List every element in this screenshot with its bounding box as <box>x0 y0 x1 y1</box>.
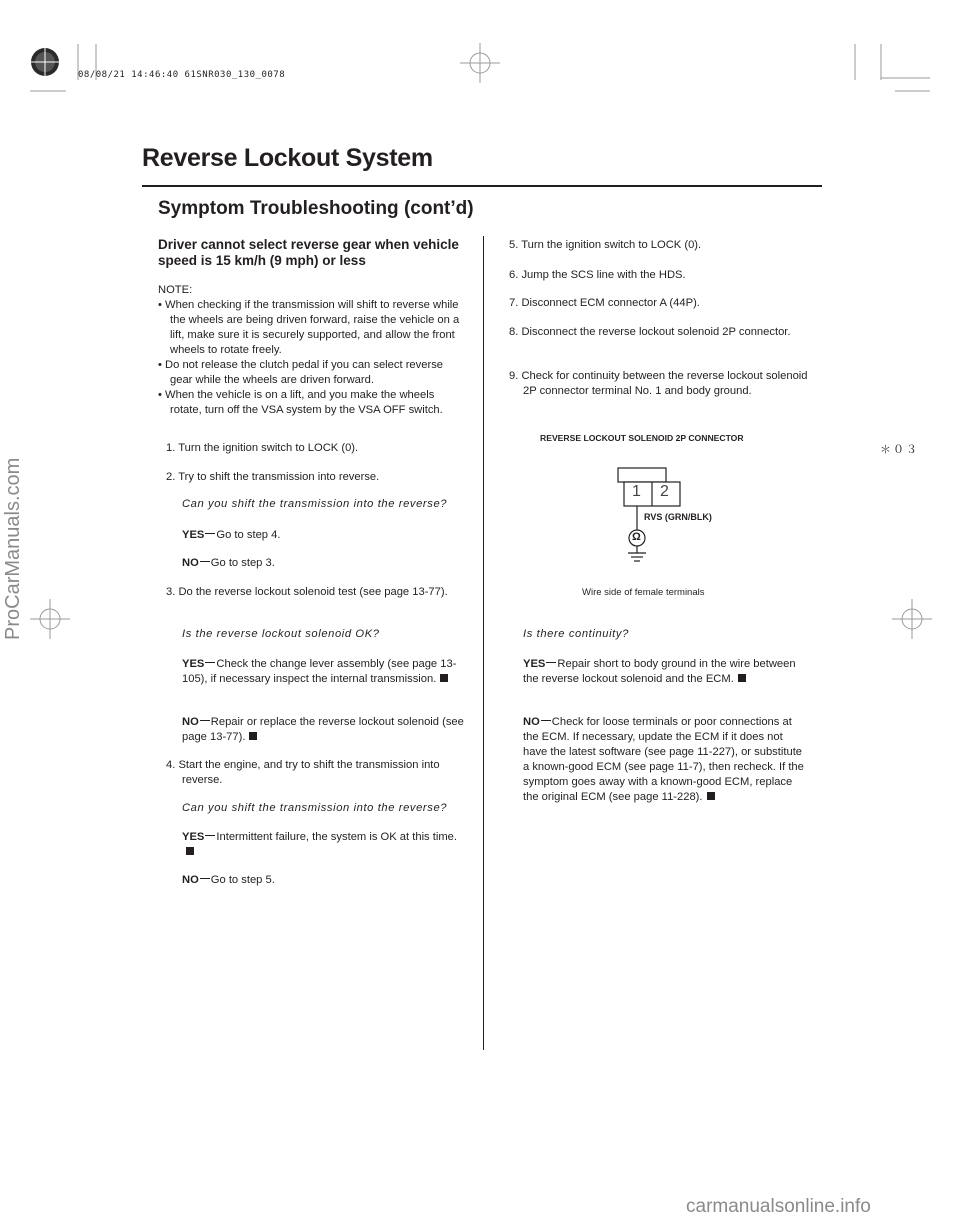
question-1: Can you shift the transmission into the reverse? <box>182 498 448 510</box>
question-4: Is there continuity? <box>523 628 629 640</box>
answer-yes-2: YES Check the change lever assembly (see page 13-105), if necessary inspect the internal transmission. <box>182 658 457 685</box>
step-7: 7. Disconnect ECM connector A (44P). <box>509 297 700 309</box>
page-subtitle: Symptom Troubleshooting (cont’d) <box>158 198 474 219</box>
step-1: 1. Turn the ignition switch to LOCK (0). <box>166 442 359 454</box>
note-block <box>158 283 468 418</box>
ohmmeter-symbol: Ω <box>632 531 641 543</box>
terminal-1: 1 <box>632 483 641 500</box>
note-item: • When the vehicle is on a lift, and you make the wheels rotate, turn off the VSA system by the VSA OFF switch. <box>158 389 443 416</box>
note-label: NOTE: <box>158 284 193 296</box>
step-2: 2. Try to shift the transmission into reverse. <box>166 471 380 483</box>
title-rule <box>142 185 822 187</box>
side-watermark: ProCarManuals.com <box>2 457 24 640</box>
step-9: 9. Check for continuity between the reverse lockout solenoid 2P connector terminal No. 1 and body ground. <box>509 370 808 397</box>
answer-yes-4: YES Repair short to body ground in the wire between the reverse lockout solenoid and the ECM. <box>523 658 796 685</box>
wire-label: RVS (GRN/BLK) <box>644 512 712 522</box>
step-4: 4. Start the engine, and try to shift the transmission into reverse. <box>166 759 440 786</box>
terminal-2: 2 <box>660 483 669 500</box>
answer-no-1: NO Go to step 3. <box>182 557 275 569</box>
answer-yes-3: YES Intermittent failure, the system is OK at this time. <box>182 830 467 860</box>
answer-yes-1: YES Go to step 4. <box>182 529 281 541</box>
step-5: 5. Turn the ignition switch to LOCK (0). <box>509 239 702 251</box>
note-item: • Do not release the clutch pedal if you can select reverse gear while the wheels are driven forward. <box>158 359 444 386</box>
answer-no-4: NO Check for loose terminals or poor connections at the ECM. If necessary, update the ECM if it does not have the latest software (see page 11-227), or substitute a known-good ECM (see page 11-7), then recheck. If the symptom goes away with a known-good ECM, replace the original ECM (see page 11-228). <box>523 716 804 803</box>
footer-watermark: carmanualsonline.info <box>686 1196 871 1217</box>
revision-mark: ＊０３ <box>880 444 919 456</box>
question-3: Can you shift the transmission into the reverse? <box>182 802 448 814</box>
step-6: 6. Jump the SCS line with the HDS. <box>509 269 686 281</box>
answer-no-2: NO Repair or replace the reverse lockout solenoid (see page 13-77). <box>182 716 464 743</box>
diagram-caption: Wire side of female terminals <box>582 587 705 598</box>
print-stamp: 08/08/21 14:46:40 61SNR030_130_0078 <box>78 70 286 80</box>
page-title: Reverse Lockout System <box>142 144 433 172</box>
question-2: Is the reverse lockout solenoid OK? <box>182 628 380 640</box>
answer-no-3: NO Go to step 5. <box>182 874 275 886</box>
column-divider <box>483 236 484 1050</box>
step-8: 8. Disconnect the reverse lockout solenoid 2P connector. <box>509 326 791 338</box>
step-3: 3. Do the reverse lockout solenoid test (see page 13-77). <box>166 586 448 598</box>
note-item: • When checking if the transmission will shift to reverse while the wheels are being driven forward, raise the vehicle on a lift, make sure it is securely supported, and allow the front wheels to rotate freely. <box>158 299 460 356</box>
section-title: Driver cannot select reverse gear when vehicle speed is 15 km/h (9 mph) or less <box>158 237 459 268</box>
connector-title: REVERSE LOCKOUT SOLENOID 2P CONNECTOR <box>540 433 744 443</box>
